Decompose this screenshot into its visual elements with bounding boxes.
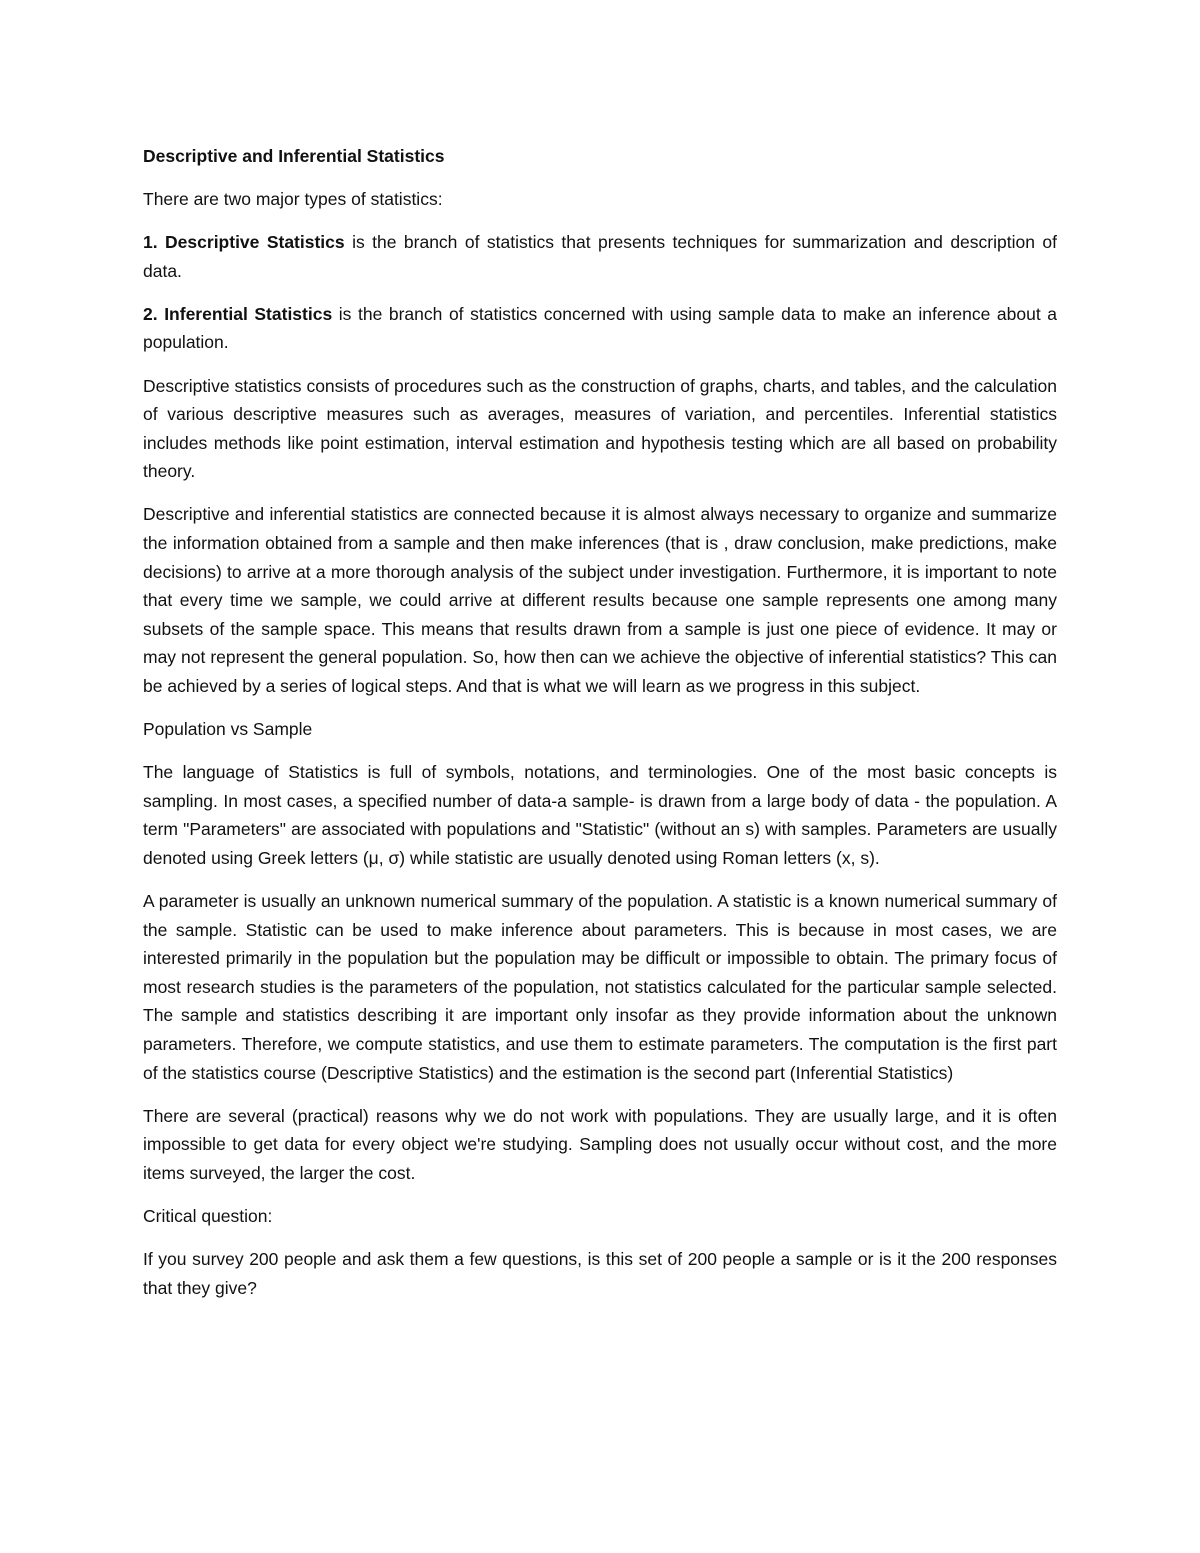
- reasons-paragraph: There are several (practical) reasons why we do not work with populations. They are usually large, and it is often impossible to get data for every object we're studying. Sampling does not usually occur without cost, and the more items surveyed, the larger the cost.: [143, 1105, 1057, 1183]
- list-item-number: 2.: [143, 303, 158, 324]
- term-inferential-statistics: Inferential Statistics: [164, 303, 333, 324]
- parameter-paragraph: A parameter is usually an unknown numerical summary of the population. A statistic is a known numerical summary of the sample. Statistic can be used to make inference about parameters. This is because in most cases, we are interested primarily in the population but the population may be difficult or impossible to obtain. The primary focus of most research studies is the parameters of the population, not statistics calculated for the particular sample selected. The sample and statistics describing it are important only insofar as they provide information about the unknown parameters. Therefore, we compute statistics, and use them to estimate parameters. The computation is the first part of the statistics course (Descriptive Statistics) and the estimation is the second part (Inferential Statistics): [143, 891, 1057, 1083]
- document-page: [143, 142, 1057, 1317]
- list-item-descriptive: [143, 228, 1057, 285]
- methods-paragraph: Descriptive statistics consists of procedures such as the construction of graphs, charts, and tables, and the calculation of various descriptive measures such as averages, measures of variation, and percentiles. Inferential statistics includes methods like point estimation, interval estimation and hypothesis testing which are all based on probability theory.: [143, 375, 1057, 482]
- list-item-number: 1.: [143, 232, 158, 253]
- critical-question-text: If you survey 200 people and ask them a few questions, is this set of 200 people a sample or is it the 200 responses that they give?: [143, 1249, 1057, 1298]
- document-title: Descriptive and Inferential Statistics: [143, 146, 445, 166]
- critical-question-label: Critical question:: [143, 1206, 273, 1226]
- intro-paragraph: There are two major types of statistics:: [143, 189, 443, 210]
- term-descriptive-statistics: Descriptive Statistics: [165, 232, 345, 253]
- list-item-text: is the branch of statistics concerned with using sample data to make an inference about a population.: [143, 303, 1057, 353]
- list-item-text: is the branch of statistics that presents techniques for summarization and description of data.: [143, 232, 1057, 281]
- list-item-inferential: [143, 300, 1057, 357]
- language-paragraph: The language of Statistics is full of symbols, notations, and terminologies. One of the most basic concepts is sampling. In most cases, a specified number of data-a sample- is drawn from a large body of data - the population. A term "Parameters" are associated with populations and "Statistic" (without an s) with samples. Parameters are usually denoted using Greek letters (μ, σ) while statistic are usually denoted using Roman letters (x, s).: [143, 762, 1057, 868]
- population-vs-sample-heading: Population vs Sample: [143, 719, 313, 740]
- connection-paragraph: Descriptive and inferential statistics are connected because it is almost always necessary to organize and summarize the information obtained from a sample and then make inferences (that is , draw conclusion, make predictions, make decisions) to arrive at a more thorough analysis of the subject under investigation. Furthermore, it is important to note that every time we sample, we could arrive at different results because one sample represents one among many subsets of the sample space. This means that results drawn from a sample is just one piece of evidence. It may or may not represent the general population. So, how then can we achieve the objective of inferential statistics? This can be achieved by a series of logical steps. And that is what we will learn as we progress in this subject.: [143, 504, 1057, 696]
